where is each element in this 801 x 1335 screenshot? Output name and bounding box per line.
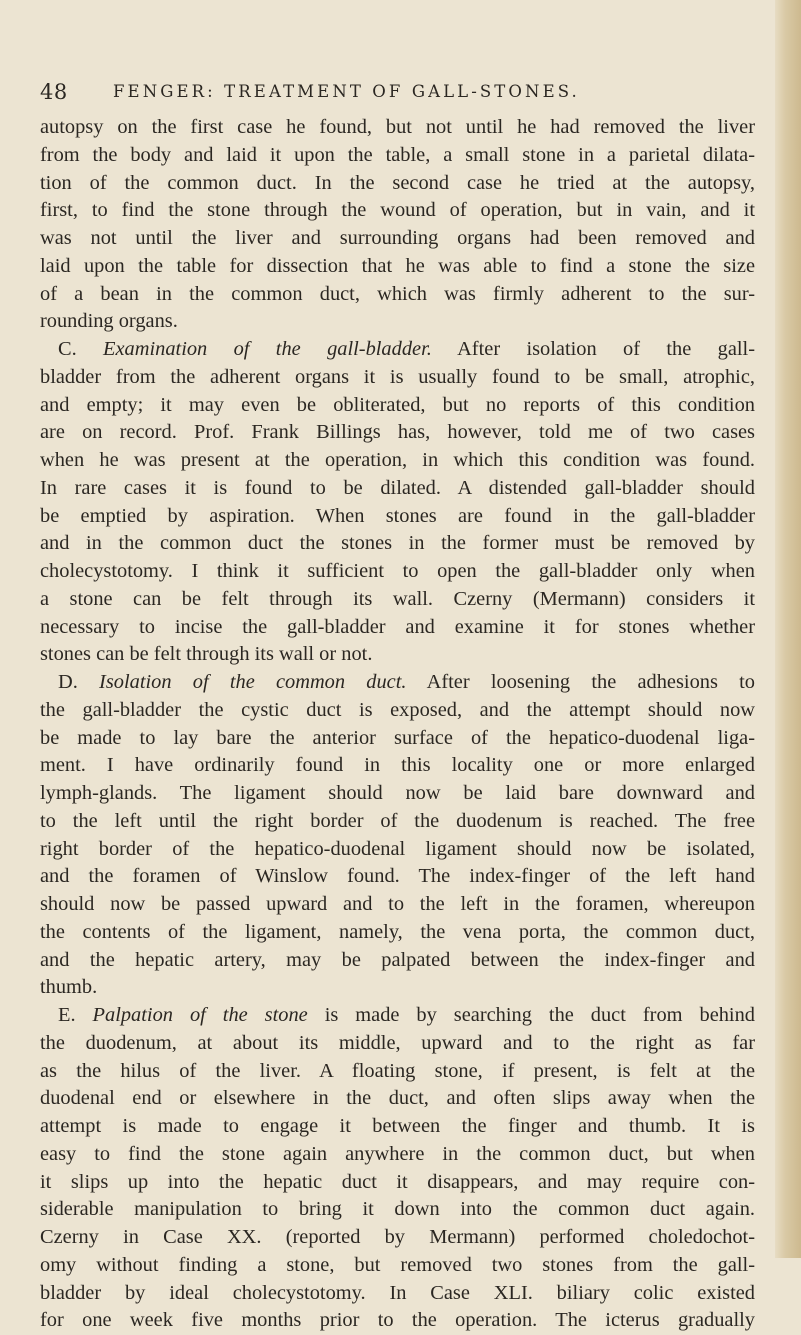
text-line: attempt is made to engage it between the finger and thumb. It is	[40, 1115, 755, 1137]
text-line: bladder from the adherent organs it is usually found to be small, atrophic,	[40, 365, 755, 388]
text-line: autopsy on the first case he found, but not until he had removed the liver	[40, 116, 755, 138]
text-line: cholecystotomy. I think it sufficient to open the gall-bladder only when	[40, 560, 755, 582]
text-line: first, to find the stone through the wound of operation, but in vain, and it	[40, 199, 755, 222]
text-line: In rare cases it is found to be dilated. A distended gall-bladder should	[40, 476, 755, 499]
text-line: lymph-glands. The ligament should now be laid bare downward and	[40, 782, 755, 804]
text-line: ment. I have ordinarily found in this locality one or more enlarged	[40, 754, 755, 777]
text-line	[40, 669, 755, 697]
text-line: necessary to incise the gall-bladder and examine it for stones whether	[40, 615, 755, 638]
page-header	[40, 80, 780, 110]
text-line: and the foramen of Winslow found. The index-finger of the left hand	[40, 865, 755, 888]
text-line: stones can be felt through its wall or not.	[40, 643, 373, 666]
text-line: was not until the liver and surrounding organs had been removed and	[40, 227, 755, 249]
text-line: when he was present at the operation, in which this condition was found.	[40, 449, 755, 471]
text-line: bladder by ideal cholecystotomy. In Case XLI. biliary colic existed	[40, 1281, 755, 1304]
section-heading: Isolation of the common duct.	[99, 671, 407, 693]
text-line: tion of the common duct. In the second case he tried at the autopsy,	[40, 171, 755, 194]
running-head: FENGER: TREATMENT OF GALL-STONES.	[113, 82, 580, 101]
text-line: right border of the hepatico-duodenal ligament should now be isolated,	[40, 837, 755, 860]
text-line: are on record. Prof. Frank Billings has, however, told me of two cases	[40, 421, 755, 444]
section-label: C.	[58, 338, 104, 360]
section-label: D.	[58, 671, 100, 693]
text-line: be made to lay bare the anterior surface of the hepatico-duodenal liga-	[40, 726, 755, 749]
section-heading: Examination of the gall-bladder.	[103, 338, 432, 360]
text-line	[40, 336, 755, 364]
text-line: a stone can be felt through its wall. Czerny (Mermann) considers it	[40, 587, 755, 610]
text-line: thumb.	[40, 976, 98, 999]
text-line: it slips up into the hepatic duct it disappears, and may require con-	[40, 1170, 755, 1193]
text-line: as the hilus of the liver. A floating stone, if present, is felt at the	[40, 1059, 755, 1082]
text-line: the duodenum, at about its middle, upward and to the right as far	[40, 1031, 755, 1054]
text-line	[40, 1002, 755, 1030]
text-line: should now be passed upward and to the left in the foramen, whereupon	[40, 893, 755, 915]
text-line: siderable manipulation to bring it down into the common duct again.	[40, 1198, 755, 1221]
text-line: for one week five months prior to the operation. The icterus gradually	[40, 1309, 755, 1332]
text-line: omy without finding a stone, but removed two stones from the gall-	[40, 1253, 755, 1276]
text-line: of a bean in the common duct, which was firmly adherent to the sur-	[40, 282, 755, 305]
text-line: laid upon the table for dissection that he was able to find a stone the size	[40, 254, 755, 277]
page-edge-shadow	[775, 0, 801, 1258]
text-line: rounding organs.	[40, 310, 178, 333]
section-heading: Palpation of the stone	[92, 1004, 308, 1026]
section-text: is made by searching the duct from behind	[307, 1004, 755, 1026]
section-text: After isolation of the gall-	[431, 338, 755, 360]
text-line: and in the common duct the stones in the former must be removed by	[40, 532, 755, 555]
text-line: the contents of the ligament, namely, the vena porta, the common duct,	[40, 920, 755, 943]
text-line: Czerny in Case XX. (reported by Mermann) performed choledochot-	[40, 1226, 755, 1248]
text-line: be emptied by aspiration. When stones are found in the gall-bladder	[40, 504, 755, 527]
page-number: 48	[40, 80, 68, 104]
text-line: to the left until the right border of the duodenum is reached. The free	[40, 809, 755, 832]
text-line: and empty; it may even be obliterated, but no reports of this condition	[40, 393, 755, 416]
text-line: from the body and laid it upon the table, a small stone in a parietal dilata-	[40, 143, 755, 166]
text-line: duodenal end or elsewhere in the duct, and often slips away when the	[40, 1087, 755, 1110]
text-line: the gall-bladder the cystic duct is exposed, and the attempt should now	[40, 698, 755, 721]
section-text: After loosening the adhesions to	[406, 671, 755, 693]
section-label: E.	[58, 1004, 93, 1026]
text-line: and the hepatic artery, may be palpated between the index-finger and	[40, 948, 755, 971]
text-line: easy to find the stone again anywhere in the common duct, but when	[40, 1142, 755, 1165]
body-text	[40, 114, 755, 1335]
